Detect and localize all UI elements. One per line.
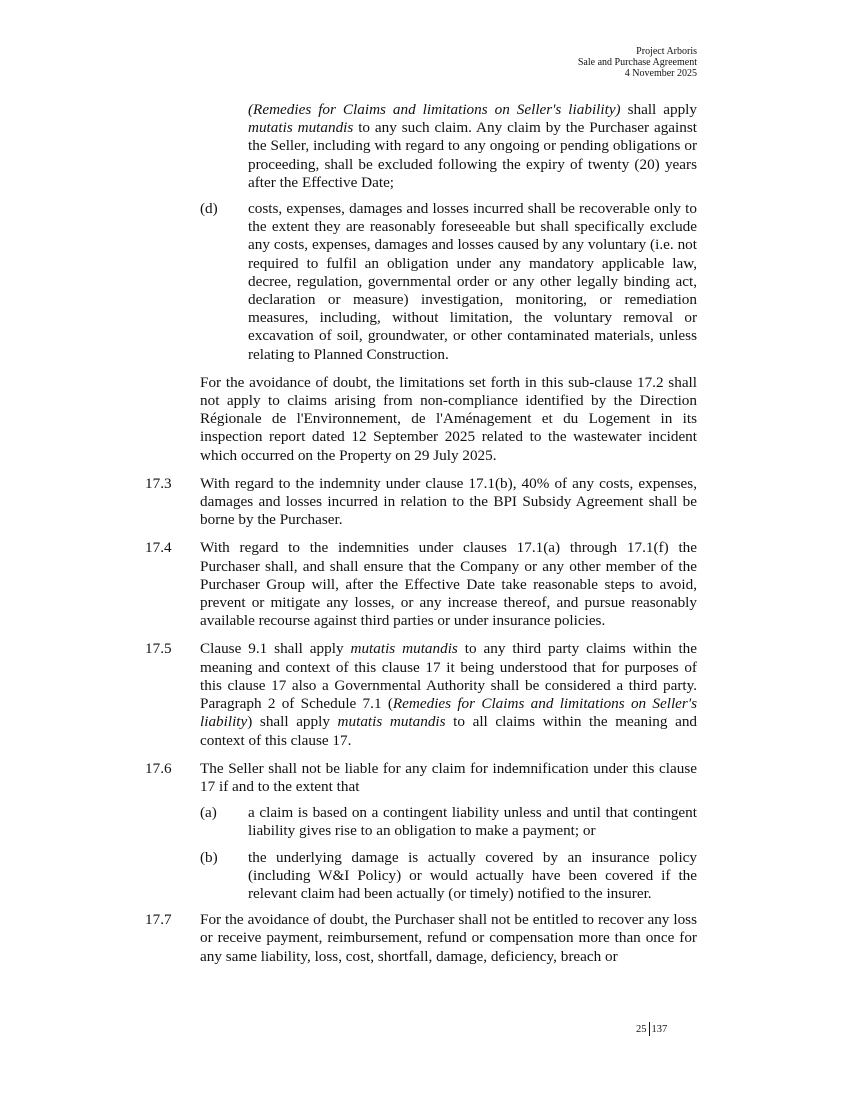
clause-17-6-text: The Seller shall not be liable for any claim for indemnification under this clause 17 if and to the extent that bbox=[200, 759, 697, 795]
clause-17-5 bbox=[145, 640, 697, 749]
intro-italic-ref: (Remedies for Claims and limitations on Seller's liability) bbox=[248, 101, 621, 118]
header-date: 4 November 2025 bbox=[624, 68, 697, 79]
header-doc-title: Sale and Purchase Agreement bbox=[577, 57, 697, 68]
item-17-6-b-label: (b) bbox=[200, 848, 218, 866]
clause-17-5-number: 17.5 bbox=[145, 640, 172, 658]
clause-17-5-text bbox=[200, 640, 697, 749]
clause-17-6 bbox=[145, 760, 697, 796]
avoidance-paragraph: For the avoidance of doubt, the limitations set forth in this sub-clause 17.2 shall not apply to claims arising from non-compliance identified by the Direction Régionale de l'Environnement, de l'Aménagement et du Logement in its inspection report dated 12 September 2025 related to the wastewater incident which occurred on the Property on 29 July 2025. bbox=[200, 373, 697, 464]
page-header bbox=[578, 46, 697, 79]
clause-17-7-text: For the avoidance of doubt, the Purchaser shall not be entitled to recover any loss or receive payment, reimbursement, refund or compensation more than once for any same liability, loss, cost, shortfall, damage, deficiency, breach or bbox=[200, 911, 697, 965]
c175-t3: ) shall apply bbox=[247, 713, 338, 731]
clause-17-6-number: 17.6 bbox=[145, 759, 172, 777]
clause-17-7-number: 17.7 bbox=[145, 911, 172, 929]
header-project: Project Arboris bbox=[636, 46, 697, 57]
intro-part2: to any such claim. Any claim by the Purchaser against the Seller, including with regard to any ongoing or pending obligations or proceeding, shall be excluded following the expiry of twenty (20) years after the Effective Date; bbox=[248, 119, 697, 191]
c175-t1: Clause 9.1 shall apply bbox=[200, 640, 351, 658]
page-total: 137 bbox=[651, 1023, 668, 1035]
item-17-6-b-text: the underlying damage is actually covered by an insurance policy (including W&I Policy) or would actually have been covered if the relevant claim had been actually (or timely) notified to the insurer. bbox=[248, 848, 697, 902]
item-d-text: costs, expenses, damages and losses incurred shall be recoverable only to the extent they are reasonably foreseeable but shall specifically exclude any costs, expenses, damages and losses caused by any voluntary (i.e. not required to fulfil an obligation under any mandatory applicable law, decree, regulation, governmental order or any other legally binding act, declaration or measure) investigation, monitoring, or remediation measures, including, without limitation, the voluntary removal or excavation of soil, groundwater, or other contaminated materials, unless relating to Planned Construction. bbox=[248, 200, 697, 363]
c175-latin2: mutatis mutandis bbox=[337, 713, 446, 731]
intro-part1: shall apply bbox=[620, 101, 697, 118]
c175-t4: to all claims within the meaning and context of this clause 17. bbox=[200, 713, 698, 749]
page-footer bbox=[636, 1022, 667, 1036]
clause-17-7 bbox=[145, 911, 697, 966]
item-17-6-a-label: (a) bbox=[200, 804, 217, 822]
item-17-6-b bbox=[200, 849, 697, 904]
intro-paragraph bbox=[248, 101, 697, 192]
clause-17-4 bbox=[145, 539, 697, 630]
body-text bbox=[145, 101, 697, 966]
c175-italic-ref: Remedies for Claims and limitations on Seller's liability bbox=[200, 695, 697, 731]
item-17-6-a bbox=[200, 804, 697, 840]
item-d bbox=[200, 200, 697, 364]
c175-latin1: mutatis mutandis bbox=[350, 640, 458, 658]
clause-17-3 bbox=[145, 475, 697, 530]
clause-17-4-number: 17.4 bbox=[145, 539, 172, 557]
page-separator bbox=[649, 1022, 650, 1036]
c175-t2: to any third party claims within the meaning and context of this clause 17 it being understood that for purposes of this clause 17 also a Governmental Authority shall be considered a third party. Paragraph 2 of Schedule 7.1 ( bbox=[200, 640, 698, 713]
clause-17-4-text: With regard to the indemnities under clauses 17.1(a) through 17.1(f) the Purchaser shall, and shall ensure that the Company or any other member of the Purchaser Group will, after the Effective Date take reasonable steps to avoid, prevent or mitigate any losses, or any increase thereof, and pursue reasonably available recourse against third parties or under insurance policies. bbox=[200, 539, 697, 630]
item-17-6-a-text: a claim is based on a contingent liability unless and until that contingent liability gives rise to an obligation to make a payment; or bbox=[248, 804, 697, 840]
page-number: 25 bbox=[636, 1023, 647, 1035]
intro-latin: mutatis mutandis bbox=[248, 119, 354, 137]
clause-17-3-text: With regard to the indemnity under clause 17.1(b), 40% of any costs, expenses, damages and losses incurred in relation to the BPI Subsidy Agreement shall be borne by the Purchaser. bbox=[200, 474, 697, 529]
item-d-label: (d) bbox=[200, 200, 218, 218]
clause-17-3-number: 17.3 bbox=[145, 474, 172, 492]
